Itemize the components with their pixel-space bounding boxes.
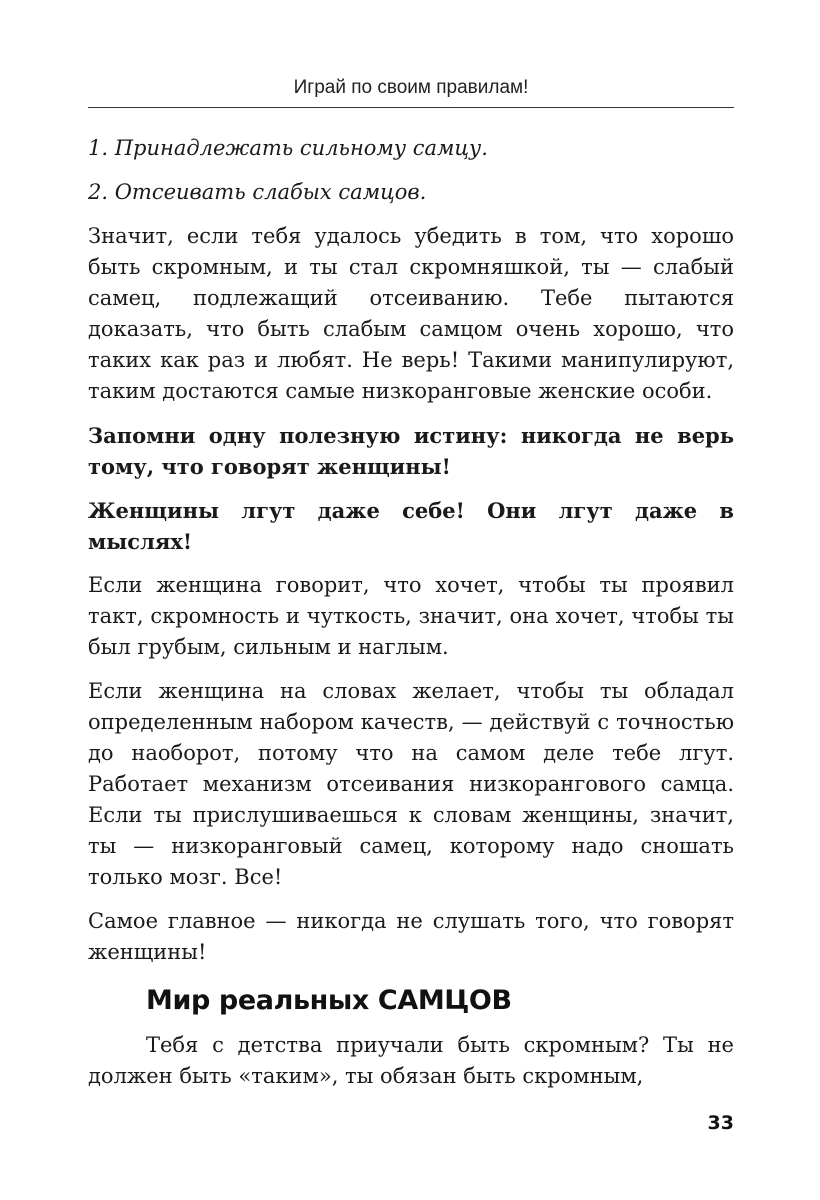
numbered-list bbox=[88, 133, 734, 208]
section-heading: Мир реальных САМЦОВ bbox=[146, 985, 512, 1016]
main-text-block bbox=[88, 133, 734, 981]
paragraph-tact: Если женщина говорит, что хочет, чтобы ты проявил такт, скромность и чуткость, значит, она хочет, чтобы ты был грубым, сильным и наглым. bbox=[88, 573, 734, 659]
section-text-block bbox=[88, 1030, 734, 1092]
paragraph-women-lie: Женщины лгут даже себе! Они лгут даже в мыслях! bbox=[88, 498, 734, 554]
list-item-2: 2. Отсеивать слабых самцов. bbox=[88, 180, 427, 204]
paragraph-main-point: Самое главное — никогда не слушать того, что говорят женщины! bbox=[88, 909, 734, 964]
paragraph-qualities: Если женщина на словах желает, чтобы ты обладал определенным набором качеств, — действуй с точностью до наоборот, потому что на самом деле тебе лгут. Работает механизм отсеивания низкорангового самца. Если ты прислушиваешься к словам женщины, значит, ты — низкоранговый самец, которому надо сношать только мозг. Все! bbox=[88, 679, 734, 889]
list-item-1: 1. Принадлежать сильному самцу. bbox=[88, 136, 488, 160]
book-page bbox=[88, 0, 734, 1200]
paragraph-weak-male: Значит, если тебя удалось убедить в том, что хорошо быть скромным, и ты стал скромняшкой, ты — слабый самец, подлежащий отсеиванию. Тебе пытаются доказать, что быть слабым самцом очень хорошо, что таких как раз и любят. Не верь! Такими манипулируют, таким достаются самые низкоранговые женские особи. bbox=[88, 224, 734, 403]
paragraph-truth-emphasis: Запомни одну полезную истину: никогда не верь тому, что говорят женщины! bbox=[88, 423, 734, 479]
section-first-paragraph: Тебя с детства приучали быть скромным? Ты не должен быть «таким», ты обязан быть скромным, bbox=[88, 1033, 734, 1088]
header-divider bbox=[88, 107, 734, 108]
running-title: Играй по своим правилам! bbox=[293, 77, 529, 98]
page-number: 33 bbox=[707, 1112, 734, 1134]
